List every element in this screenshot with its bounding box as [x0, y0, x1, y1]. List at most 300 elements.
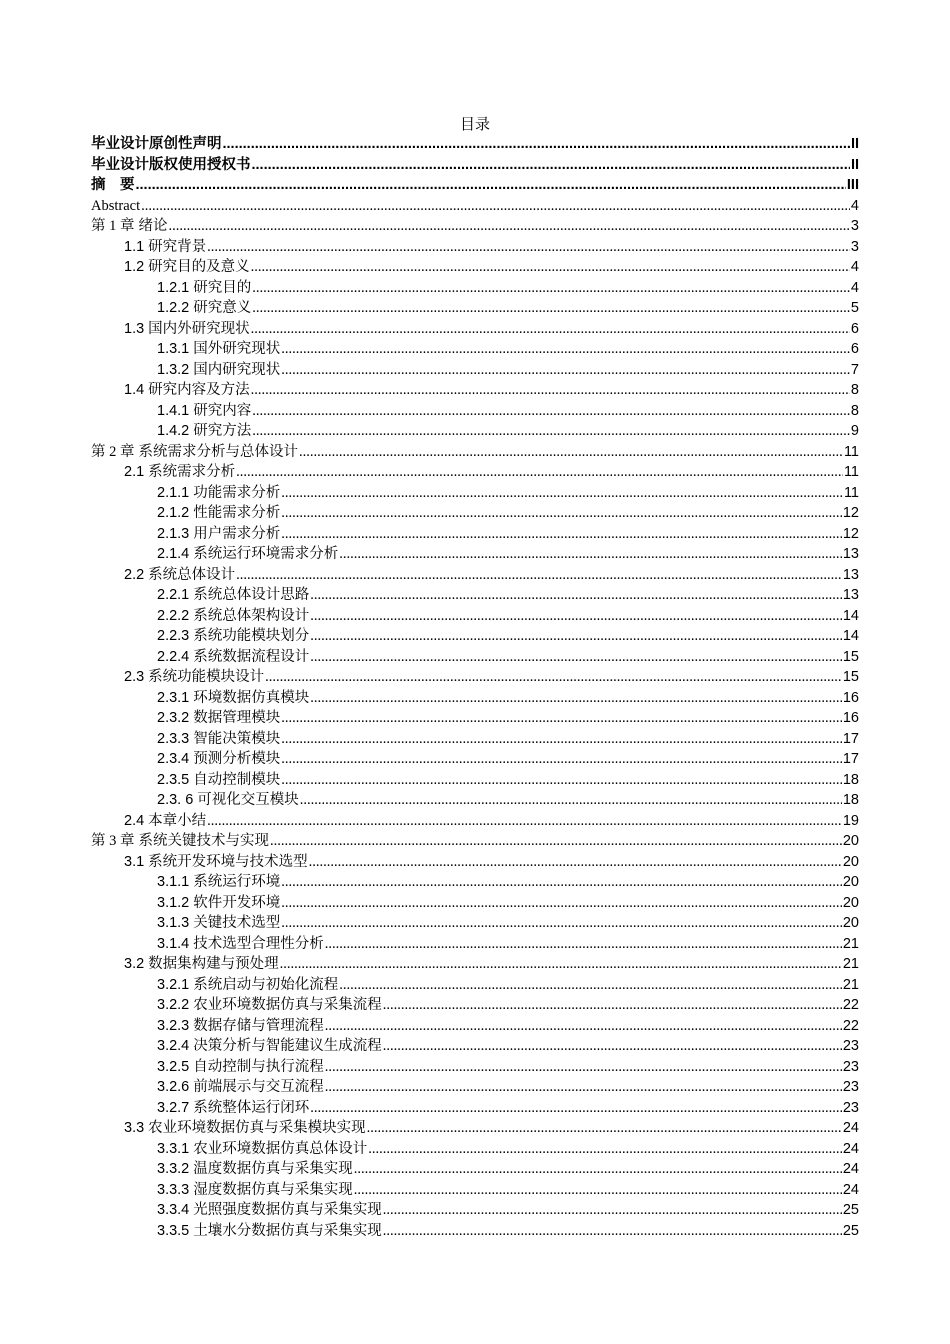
dot-leader: [383, 1221, 842, 1242]
toc-entry-number: 1.4.1: [157, 402, 190, 419]
toc-entry-number: 2.2.2: [157, 607, 190, 624]
toc-entry-text: 数据存储与管理流程: [193, 1017, 324, 1034]
dot-leader: [281, 339, 850, 360]
dot-leader: [252, 421, 850, 442]
toc-entry-label: [157, 483, 280, 504]
toc-entry-label: [157, 729, 280, 750]
toc-entry-page-number: 11: [843, 484, 859, 501]
dot-leader: [281, 524, 842, 545]
toc-entry-text: 系统总体设计思路: [193, 587, 310, 603]
dot-leader: [251, 380, 850, 401]
toc-entry[interactable]: [91, 1098, 859, 1119]
toc-entry[interactable]: [91, 893, 859, 914]
toc-entry[interactable]: [91, 1016, 859, 1037]
toc-entry[interactable]: [91, 483, 859, 504]
toc-entry-number: 3.2.5: [157, 1058, 190, 1075]
toc-entry-number: 2.2: [124, 566, 145, 583]
toc-entry-label: [157, 1057, 324, 1078]
toc-entry[interactable]: [91, 749, 859, 770]
toc-entry[interactable]: [91, 565, 859, 586]
toc-entry-text: 系统需求分析与总体设计: [138, 443, 298, 460]
toc-entry-label: [157, 626, 309, 647]
toc-entry-text: 研究内容: [193, 402, 252, 419]
dot-leader: [252, 278, 850, 299]
toc-entry-number: 2.3.5: [157, 771, 190, 788]
toc-entry-number: 3.2.3: [157, 1017, 190, 1034]
toc-entry-number: 1.3.2: [157, 361, 190, 378]
toc-entry-page-number: II: [850, 156, 859, 173]
dot-leader: [169, 216, 850, 237]
toc-entry-page-number: 11: [843, 464, 859, 480]
toc-entry-text: 环境数据仿真模块: [193, 689, 310, 706]
toc-entry-page-number: 18: [842, 771, 859, 788]
toc-entry-number: 2.1.2: [157, 505, 190, 521]
dot-leader: [281, 749, 842, 770]
toc-entry-number: 2.1.1: [157, 484, 190, 501]
toc-entry-page-number: 4: [850, 259, 859, 275]
toc-entry[interactable]: [91, 544, 859, 565]
toc-entry[interactable]: [91, 524, 859, 545]
toc-entry[interactable]: [91, 708, 859, 729]
toc-entry[interactable]: [91, 954, 859, 975]
dot-leader: [281, 913, 842, 934]
toc-entry-number: 2.2.3: [157, 628, 190, 644]
toc-entry-page-number: II: [850, 136, 859, 152]
dot-leader: [270, 831, 842, 852]
toc-entry-label: [157, 790, 299, 811]
toc-entry-label: [157, 606, 309, 627]
toc-entry-page-number: 3: [850, 218, 859, 234]
toc-entry-label: [157, 934, 324, 955]
toc-entry[interactable]: [91, 729, 859, 750]
toc-entry-text: 系统开发环境与技术选型: [148, 853, 308, 870]
dot-leader: [251, 257, 850, 278]
toc-entry-label: [157, 647, 309, 668]
toc-entry[interactable]: [91, 257, 859, 278]
toc-entry-page-number: 20: [842, 894, 859, 911]
toc-entry-text: 系统关键技术与实现: [138, 833, 269, 849]
toc-entry-label: [157, 544, 338, 565]
toc-entry[interactable]: [91, 462, 859, 483]
toc-entry-page-number: 24: [842, 1161, 859, 1177]
toc-entry-page-number: 11: [843, 443, 859, 460]
toc-entry[interactable]: [91, 1180, 859, 1201]
toc-entry-label: [157, 1036, 382, 1057]
toc-entry-text: Abstract: [91, 197, 141, 214]
toc-entry-page-number: 16: [842, 689, 859, 706]
toc-entry[interactable]: [91, 503, 859, 524]
dot-leader: [299, 442, 843, 463]
dot-leader: [354, 1180, 842, 1201]
toc-entry-text: 农业环境数据仿真与采集流程: [193, 997, 382, 1013]
toc-entry-number: 1.3: [124, 320, 145, 337]
toc-entry-label: [124, 811, 206, 832]
toc-entry-page-number: 18: [842, 792, 859, 808]
toc-entry-page-number: 20: [842, 915, 859, 931]
toc-entry-label: [124, 462, 235, 483]
toc-entry[interactable]: [91, 319, 859, 340]
toc-entry[interactable]: [91, 995, 859, 1016]
dot-leader: [207, 811, 842, 832]
dot-leader: [325, 1016, 842, 1037]
toc-entry-page-number: 20: [842, 853, 859, 870]
toc-entry[interactable]: [91, 360, 859, 381]
toc-entry[interactable]: [91, 852, 859, 873]
toc-entry-page-number: 21: [842, 935, 859, 952]
toc-entry[interactable]: [91, 872, 859, 893]
toc-entry[interactable]: [91, 1118, 859, 1139]
toc-entry[interactable]: [91, 134, 859, 155]
toc-entry[interactable]: [91, 1139, 859, 1160]
toc-entry-page-number: 15: [842, 648, 859, 665]
toc-entry-text: 国内外研究现状: [148, 320, 250, 337]
toc-entry-page-number: 20: [842, 874, 859, 890]
toc-entry[interactable]: [91, 155, 859, 176]
toc-entry-text: 系统整体运行闭环: [193, 1099, 310, 1116]
toc-entry-label: [157, 339, 280, 360]
toc-entry-text: 系统运行环境: [193, 874, 281, 890]
dot-leader: [207, 237, 850, 258]
dot-leader: [280, 954, 842, 975]
dot-leader: [281, 893, 842, 914]
toc-entry-label: [157, 770, 280, 791]
toc-entry-label: [91, 831, 269, 852]
toc-entry[interactable]: [91, 1057, 859, 1078]
toc-entry-page-number: 22: [842, 997, 859, 1013]
dot-leader: [309, 852, 842, 873]
toc-entry[interactable]: [91, 216, 859, 237]
toc-entry-text: 系统数据流程设计: [193, 648, 310, 665]
toc-entry[interactable]: [91, 339, 859, 360]
toc-entry[interactable]: [91, 913, 859, 934]
toc-entry-text: 系统功能模块设计: [148, 669, 265, 685]
toc-entry-label: [124, 565, 235, 586]
dot-leader: [141, 196, 850, 217]
toc-entry-label: [91, 175, 135, 196]
dot-leader: [252, 401, 850, 422]
dot-leader: [310, 688, 842, 709]
dot-leader: [281, 360, 850, 381]
toc-entry-text: 研究目的及意义: [148, 259, 250, 275]
toc-entry-text: 系统运行环境需求分析: [193, 546, 339, 562]
toc-entry-page-number: 24: [842, 1181, 859, 1198]
toc-entry[interactable]: [91, 298, 859, 319]
toc-entry-text: 农业环境数据仿真总体设计: [193, 1140, 368, 1157]
toc-entry-text: 毕业设计原创性声明: [91, 136, 222, 152]
toc-entry-label: [157, 913, 280, 934]
toc-entry-label: [157, 298, 251, 319]
toc-entry[interactable]: [91, 585, 859, 606]
dot-leader: [339, 544, 842, 565]
toc-entry-number: 3.3.3: [157, 1181, 190, 1198]
toc-entry[interactable]: [91, 175, 859, 196]
toc-entry-number: 1.2: [124, 259, 145, 275]
toc-entry-page-number: 14: [842, 607, 859, 624]
toc-entry[interactable]: [91, 442, 859, 463]
toc-entry-label: [91, 442, 298, 463]
toc-entry-text: 用户需求分析: [193, 525, 281, 542]
toc-entry-text: 研究背景: [148, 238, 207, 255]
toc-entry-text: 可视化交互模块: [197, 792, 299, 808]
dot-leader: [310, 606, 842, 627]
dot-leader: [368, 1139, 842, 1160]
toc-entry-page-number: 3: [850, 238, 859, 255]
toc-entry-page-number: 21: [842, 976, 859, 993]
toc-entry-label: [157, 995, 382, 1016]
toc-entry-number: 2.3.3: [157, 730, 190, 747]
toc-entry-label: [124, 852, 308, 873]
toc-entry-page-number: 24: [842, 1120, 859, 1136]
toc-entry-text: 系统功能模块划分: [193, 628, 310, 644]
toc-entry-number: 3.2.2: [157, 997, 190, 1013]
dot-leader: [325, 934, 842, 955]
dot-leader: [325, 1077, 842, 1098]
toc-entry-text: 系统需求分析: [148, 464, 236, 480]
toc-entry-label: [157, 708, 280, 729]
dot-leader: [252, 298, 850, 319]
dot-leader: [281, 729, 842, 750]
toc-entry-label: [124, 237, 206, 258]
toc-entry-label: [157, 1077, 324, 1098]
toc-entry[interactable]: [91, 237, 859, 258]
toc-entry[interactable]: [91, 380, 859, 401]
toc-entry-page-number: 25: [842, 1222, 859, 1239]
toc-entry-text: 系统总体架构设计: [193, 607, 310, 624]
toc-entry[interactable]: [91, 667, 859, 688]
toc-entry-page-number: 17: [842, 730, 859, 747]
dot-leader: [354, 1159, 842, 1180]
dot-leader: [236, 565, 842, 586]
toc-entry-number: 2.2.4: [157, 648, 190, 665]
toc-entry-number: 3.1.3: [157, 915, 190, 931]
toc-entry-text: 研究方法: [193, 423, 252, 439]
dot-leader: [310, 585, 842, 606]
toc-entry-number: 3.1: [124, 853, 145, 870]
toc-entry[interactable]: [91, 1221, 859, 1242]
toc-entry-number: 2.3.2: [157, 710, 190, 726]
toc-entry-text: 软件开发环境: [193, 894, 281, 911]
toc-entry-number: 2.1.4: [157, 546, 190, 562]
toc-entry[interactable]: [91, 647, 859, 668]
toc-entry-text: 土壤水分数据仿真与采集实现: [193, 1222, 382, 1239]
toc-entry-label: [157, 1200, 382, 1221]
toc-entry-number: 1.2.1: [157, 279, 190, 296]
toc-entry-text: 毕业设计版权使用授权书: [91, 156, 251, 173]
toc-entry-label: [124, 954, 279, 975]
toc-entry-page-number: 4: [850, 279, 859, 296]
toc-entry-number: 3.1.4: [157, 935, 190, 952]
toc-entry-number: 3.2.7: [157, 1099, 190, 1116]
toc-entry-text: 研究内容及方法: [148, 382, 250, 398]
toc-entry[interactable]: [91, 421, 859, 442]
toc-entry[interactable]: [91, 790, 859, 811]
toc-entry-text: 国内研究现状: [193, 361, 281, 378]
toc-entry[interactable]: [91, 831, 859, 852]
toc-entry-number: 第 2 章: [91, 443, 135, 460]
toc-entry-label: [157, 1180, 353, 1201]
toc-entry-text: 前端展示与交互流程: [193, 1079, 324, 1095]
toc-entry-page-number: 24: [842, 1140, 859, 1157]
toc-entry-page-number: 23: [842, 1079, 859, 1095]
toc-entry-number: 2.4: [124, 812, 145, 829]
dot-leader: [236, 462, 843, 483]
toc-entry-label: [157, 893, 280, 914]
toc-entry-number: 3.1.2: [157, 894, 190, 911]
dot-leader: [136, 175, 846, 196]
toc-entry-page-number: 5: [850, 300, 859, 316]
toc-entry-number: 2.3. 6: [157, 792, 194, 808]
toc-entry-text: 性能需求分析: [193, 505, 281, 521]
toc-entry-text: 功能需求分析: [193, 484, 281, 501]
toc-entry-page-number: 6: [850, 320, 859, 337]
dot-leader: [310, 626, 842, 647]
toc-entry-text: 自动控制与执行流程: [193, 1058, 324, 1075]
toc-entry-text: 光照强度数据仿真与采集实现: [193, 1202, 382, 1218]
toc-entry-label: [124, 1118, 366, 1139]
toc-entry-page-number: 12: [842, 525, 859, 542]
toc-entry-page-number: 13: [842, 566, 859, 583]
toc-entry-page-number: 17: [842, 751, 859, 767]
toc-entry-page-number: III: [846, 177, 859, 193]
toc-entry-number: 3.3.2: [157, 1161, 190, 1177]
toc-entry-label: [157, 360, 280, 381]
toc-entry-text: 研究目的: [193, 279, 252, 296]
dot-leader: [281, 708, 842, 729]
toc-entry-label: [157, 421, 251, 442]
toc-entry-label: [91, 155, 251, 176]
toc-entry-label: [124, 667, 264, 688]
toc-entry-number: 2.3.1: [157, 689, 190, 706]
toc-entry-number: 第 3 章: [91, 833, 135, 849]
toc-entry-page-number: 23: [842, 1099, 859, 1116]
toc-entry[interactable]: [91, 975, 859, 996]
toc-entry-label: [157, 749, 280, 770]
dot-leader: [300, 790, 842, 811]
toc-entry-text: 数据集构建与预处理: [148, 956, 279, 972]
toc-entry-number: 3.2: [124, 956, 145, 972]
toc-entry[interactable]: [91, 278, 859, 299]
toc-entry-label: [157, 1159, 353, 1180]
toc-entry-text: 系统总体设计: [148, 566, 236, 583]
toc-entry[interactable]: [91, 1077, 859, 1098]
toc-entry[interactable]: [91, 1159, 859, 1180]
toc-entry-text: 技术选型合理性分析: [193, 935, 324, 952]
toc-entry-text: 研究意义: [193, 300, 252, 316]
toc-entry-label: [91, 134, 222, 155]
toc-entry-label: [157, 1016, 324, 1037]
table-of-contents: [91, 134, 859, 1241]
toc-entry-number: 3.2.4: [157, 1038, 190, 1054]
toc-title: 目录: [459, 117, 490, 133]
toc-entry-page-number: 13: [842, 587, 859, 603]
dot-leader: [265, 667, 842, 688]
toc-entry-text: 温度数据仿真与采集实现: [193, 1161, 353, 1177]
toc-entry-number: 2.3: [124, 669, 145, 685]
toc-entry-number: 3.3: [124, 1120, 145, 1136]
toc-entry-page-number: 20: [842, 833, 859, 849]
toc-entry-text: 数据管理模块: [193, 710, 281, 726]
toc-entry-number: 2.2.1: [157, 587, 190, 603]
dot-leader: [281, 872, 842, 893]
toc-entry[interactable]: [91, 811, 859, 832]
toc-entry-page-number: 6: [850, 341, 859, 357]
toc-entry-number: 1.3.1: [157, 341, 190, 357]
toc-entry-page-number: 19: [842, 812, 859, 829]
toc-entry-page-number: 21: [842, 956, 859, 972]
toc-entry-text: 智能决策模块: [193, 730, 281, 747]
toc-entry[interactable]: [91, 196, 859, 217]
toc-entry-page-number: 7: [850, 361, 859, 378]
toc-entry-text: 系统启动与初始化流程: [193, 976, 339, 993]
toc-entry-page-number: 8: [850, 402, 859, 419]
toc-entry-label: [124, 257, 250, 278]
toc-entry[interactable]: [91, 626, 859, 647]
toc-entry-page-number: 12: [842, 505, 859, 521]
toc-entry-number: 3.3.1: [157, 1140, 190, 1157]
toc-entry-page-number: 14: [842, 628, 859, 644]
toc-entry[interactable]: [91, 1036, 859, 1057]
toc-entry-number: 2.1: [124, 464, 145, 480]
toc-entry-page-number: 22: [842, 1017, 859, 1034]
toc-entry-number: 第 1 章: [91, 218, 135, 234]
dot-leader: [325, 1057, 842, 1078]
toc-entry[interactable]: [91, 770, 859, 791]
dot-leader: [281, 503, 842, 524]
toc-entry[interactable]: [91, 401, 859, 422]
toc-entry-number: 1.1: [124, 238, 145, 255]
toc-entry-text: 国外研究现状: [193, 341, 281, 357]
toc-entry-text: 本章小结: [148, 812, 207, 829]
toc-entry-page-number: 13: [842, 546, 859, 562]
toc-entry-label: [157, 585, 309, 606]
toc-entry-label: [157, 1098, 309, 1119]
toc-entry-number: 3.2.6: [157, 1079, 190, 1095]
dot-leader: [310, 1098, 842, 1119]
toc-entry-label: [157, 1221, 382, 1242]
toc-entry[interactable]: [91, 1200, 859, 1221]
toc-entry-page-number: 23: [842, 1038, 859, 1054]
dot-leader: [383, 1036, 842, 1057]
toc-entry[interactable]: [91, 688, 859, 709]
dot-leader: [281, 483, 843, 504]
toc-entry-number: 1.4: [124, 382, 145, 398]
toc-entry-page-number: 25: [842, 1202, 859, 1218]
toc-entry-label: [157, 401, 251, 422]
toc-entry[interactable]: [91, 934, 859, 955]
toc-entry-number: 3.2.1: [157, 976, 190, 993]
toc-entry-label: [124, 319, 250, 340]
toc-entry-label: [157, 688, 309, 709]
toc-entry-label: [157, 524, 280, 545]
toc-entry-page-number: 23: [842, 1058, 859, 1075]
toc-entry-page-number: 4: [850, 197, 859, 214]
dot-leader: [281, 770, 842, 791]
dot-leader: [251, 319, 850, 340]
toc-entry-text: 湿度数据仿真与采集实现: [193, 1181, 353, 1198]
toc-entry[interactable]: [91, 606, 859, 627]
dot-leader: [383, 1200, 842, 1221]
toc-entry-number: 2.3.4: [157, 751, 190, 767]
toc-entry-text: 关键技术选型: [193, 915, 281, 931]
toc-entry-number: 1.2.2: [157, 300, 190, 316]
toc-entry-text: 决策分析与智能建议生成流程: [193, 1038, 382, 1054]
dot-leader: [252, 155, 850, 176]
dot-leader: [223, 134, 850, 155]
toc-entry-label: [157, 278, 251, 299]
dot-leader: [310, 647, 842, 668]
toc-entry-number: 1.4.2: [157, 423, 190, 439]
toc-entry-text: 自动控制模块: [193, 771, 281, 788]
